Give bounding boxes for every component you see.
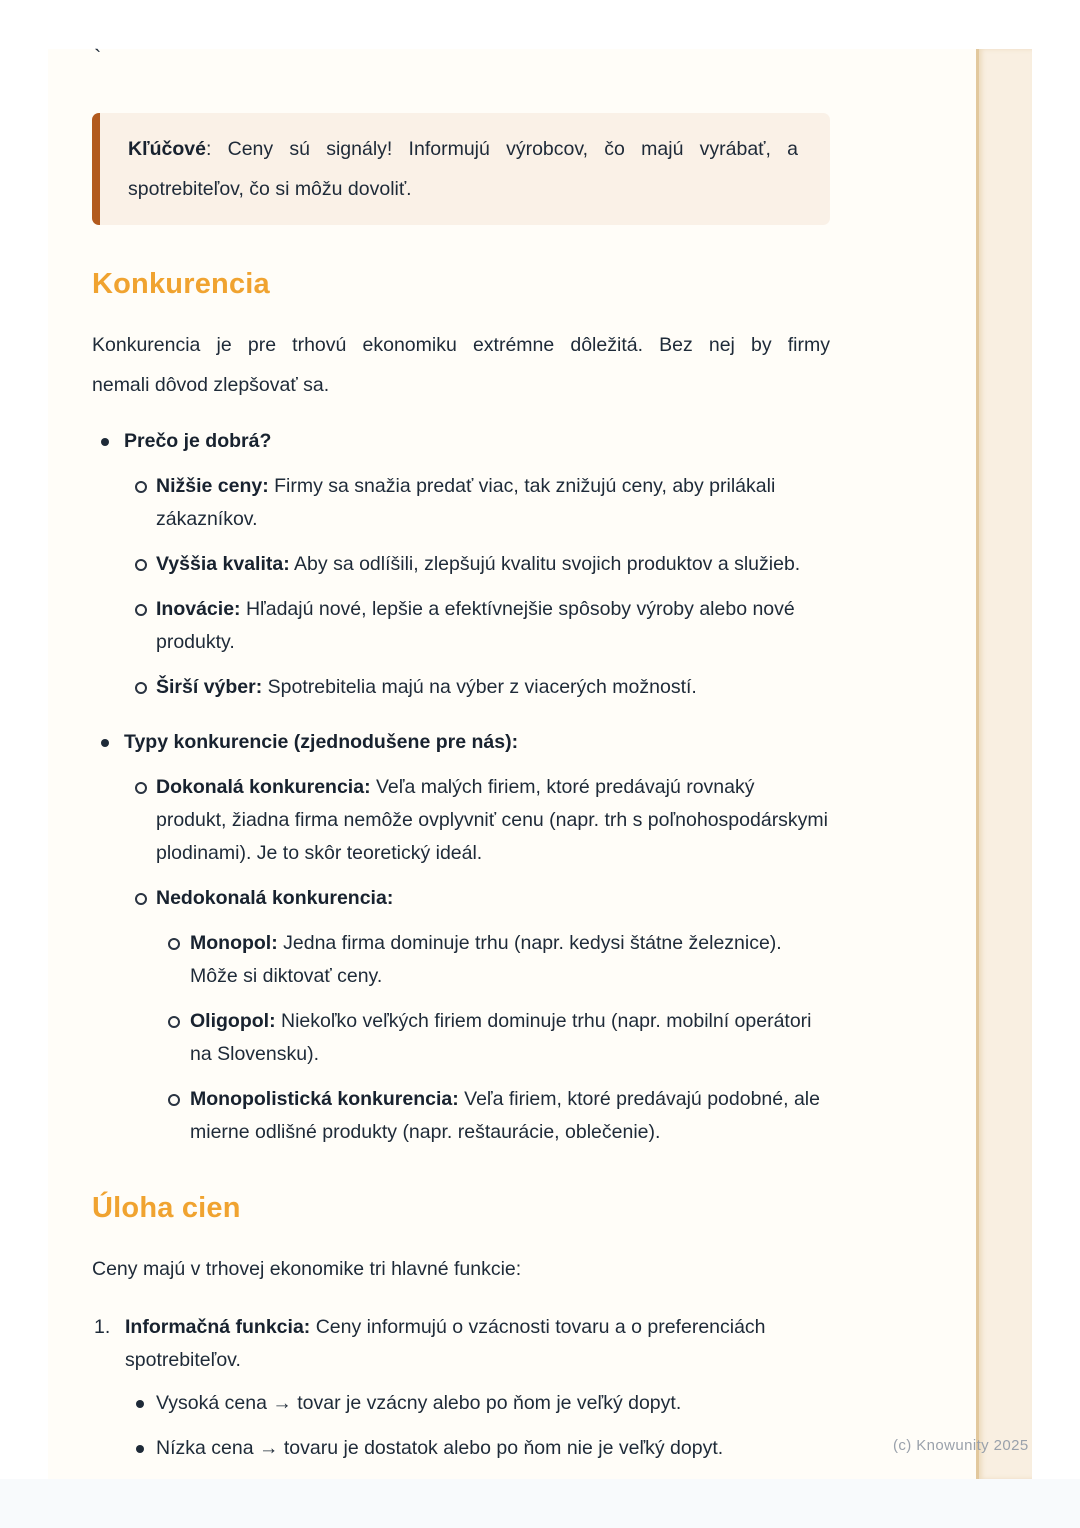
callout-text-1: : Ceny sú signály! Informujú výrobcov, čo majú vyrábať, a — [205, 138, 798, 160]
disc-bullet-marker — [136, 1400, 144, 1408]
circle-bullet-marker — [168, 1094, 180, 1106]
circle-bullet-marker — [135, 893, 147, 905]
list-item — [92, 671, 830, 704]
intro-line-1: Konkurencia je pre trhovú ekonomiku extrémne dôležitá. Bez nej by firmy — [92, 334, 830, 356]
list-item-bold: Nižšie ceny: — [156, 475, 269, 497]
list-item-text: Spotrebitelia majú na výber z viacerých možností. — [262, 676, 697, 698]
list-item — [92, 1387, 830, 1420]
heading-konkurencia: Konkurencia — [92, 268, 270, 300]
list-item — [92, 1083, 830, 1149]
stray-backtick-char: ` — [94, 45, 102, 70]
list-item-text: Aby sa odlíšili, zlepšujú kvalitu svojich produktov a služieb. — [289, 553, 801, 575]
document-page — [48, 45, 1032, 1479]
numbered-item — [92, 1311, 830, 1465]
uloha-intro-paragraph: Ceny majú v trhovej ekonomike tri hlavné funkcie: — [92, 1258, 522, 1280]
list-item-bold: Nedokonalá konkurencia: — [156, 887, 394, 909]
list-item — [92, 425, 830, 458]
callout-label: Kľúčové — [128, 138, 206, 160]
list-item-text: Hľadajú nové, lepšie a efektívnejšie spôsoby výroby alebo nové produkty. — [156, 598, 795, 653]
list-item — [92, 726, 830, 759]
list-item — [92, 771, 830, 870]
list-item-bold: Typy konkurencie (zjednodušene pre nás): — [124, 731, 519, 753]
list-item-text: Firmy sa snažia predať viac, tak znižujú ceny, aby prilákali zákazníkov. — [156, 475, 776, 530]
list-item-text: Veľa malých firiem, ktoré predávajú rovnaký produkt, žiadna firma nemôže ovplyvniť cenu (napr. trh s poľnohospodárskymi plodinami). Je to skôr teoretický ideál. — [156, 776, 829, 864]
circle-bullet-marker — [168, 1016, 180, 1028]
item-number: 1. — [94, 1316, 111, 1338]
page-content — [92, 49, 830, 1520]
list-item — [92, 1432, 830, 1465]
konkurencia-bullet-list — [92, 425, 830, 1149]
circle-bullet-marker — [135, 559, 147, 571]
list-item-text: Jedna firma dominuje trhu (napr. kedysi štátne železnice). Môže si diktovať ceny. — [190, 932, 782, 987]
list-item-bold: Vyššia kvalita: — [156, 553, 290, 575]
list-item — [92, 593, 830, 659]
circle-bullet-marker — [135, 604, 147, 616]
intro-line-2: nemali dôvod zlepšovať sa. — [92, 374, 330, 396]
uloha-sub-bullet-list — [92, 1387, 830, 1465]
list-item-text: Niekoľko veľkých firiem dominuje trhu (napr. mobilní operátori na Slovensku). — [190, 1010, 812, 1065]
list-item-bold: Monopol: — [190, 932, 278, 954]
heading-uloha-cien: Úloha cien — [92, 1192, 241, 1224]
disc-bullet-marker — [101, 739, 109, 747]
bottom-background-band — [0, 1479, 1080, 1528]
list-item-bold: Monopolistická konkurencia: — [190, 1088, 459, 1110]
disc-bullet-marker — [136, 1445, 144, 1453]
list-item-text: Vysoká cena → tovar je vzácny alebo po ňom je veľký dopyt. — [156, 1392, 682, 1414]
circle-bullet-marker — [168, 938, 180, 950]
list-item-text: Nízka cena → tovaru je dostatok alebo po ňom nie je veľký dopyt. — [156, 1437, 724, 1459]
list-item-text: Veľa firiem, ktoré predávajú podobné, ale mierne odlišné produkty (napr. reštaurácie, oblečenie). — [190, 1088, 820, 1143]
list-item — [92, 1005, 830, 1071]
callout-line-2: spotrebiteľov, čo si môžu dovoliť. — [128, 178, 412, 200]
list-item-bold: Širší výber: — [156, 676, 263, 698]
list-item — [92, 882, 830, 915]
key-callout-box — [92, 113, 830, 225]
list-item-bold: Oligopol: — [190, 1010, 276, 1032]
list-item-bold: Dokonalá konkurencia: — [156, 776, 371, 798]
circle-bullet-marker — [135, 682, 147, 694]
list-item-bold: Prečo je dobrá? — [124, 430, 272, 452]
disc-bullet-marker — [101, 438, 109, 446]
page-edge-decor-strip — [976, 49, 1032, 1479]
circle-bullet-marker — [135, 782, 147, 794]
list-item — [92, 470, 830, 536]
konkurencia-intro-paragraph — [92, 325, 830, 405]
numbered-item-text: Ceny informujú o vzácnosti tovaru a o preferenciách spotrebiteľov. — [125, 1316, 766, 1371]
list-item — [92, 927, 830, 993]
callout-line-1 — [128, 129, 798, 169]
numbered-item-bold: Informačná funkcia: — [125, 1316, 311, 1338]
list-item — [92, 548, 830, 581]
circle-bullet-marker — [135, 481, 147, 493]
list-item-bold: Inovácie: — [156, 598, 241, 620]
watermark: (c) Knowunity 2025 — [893, 1437, 1029, 1454]
